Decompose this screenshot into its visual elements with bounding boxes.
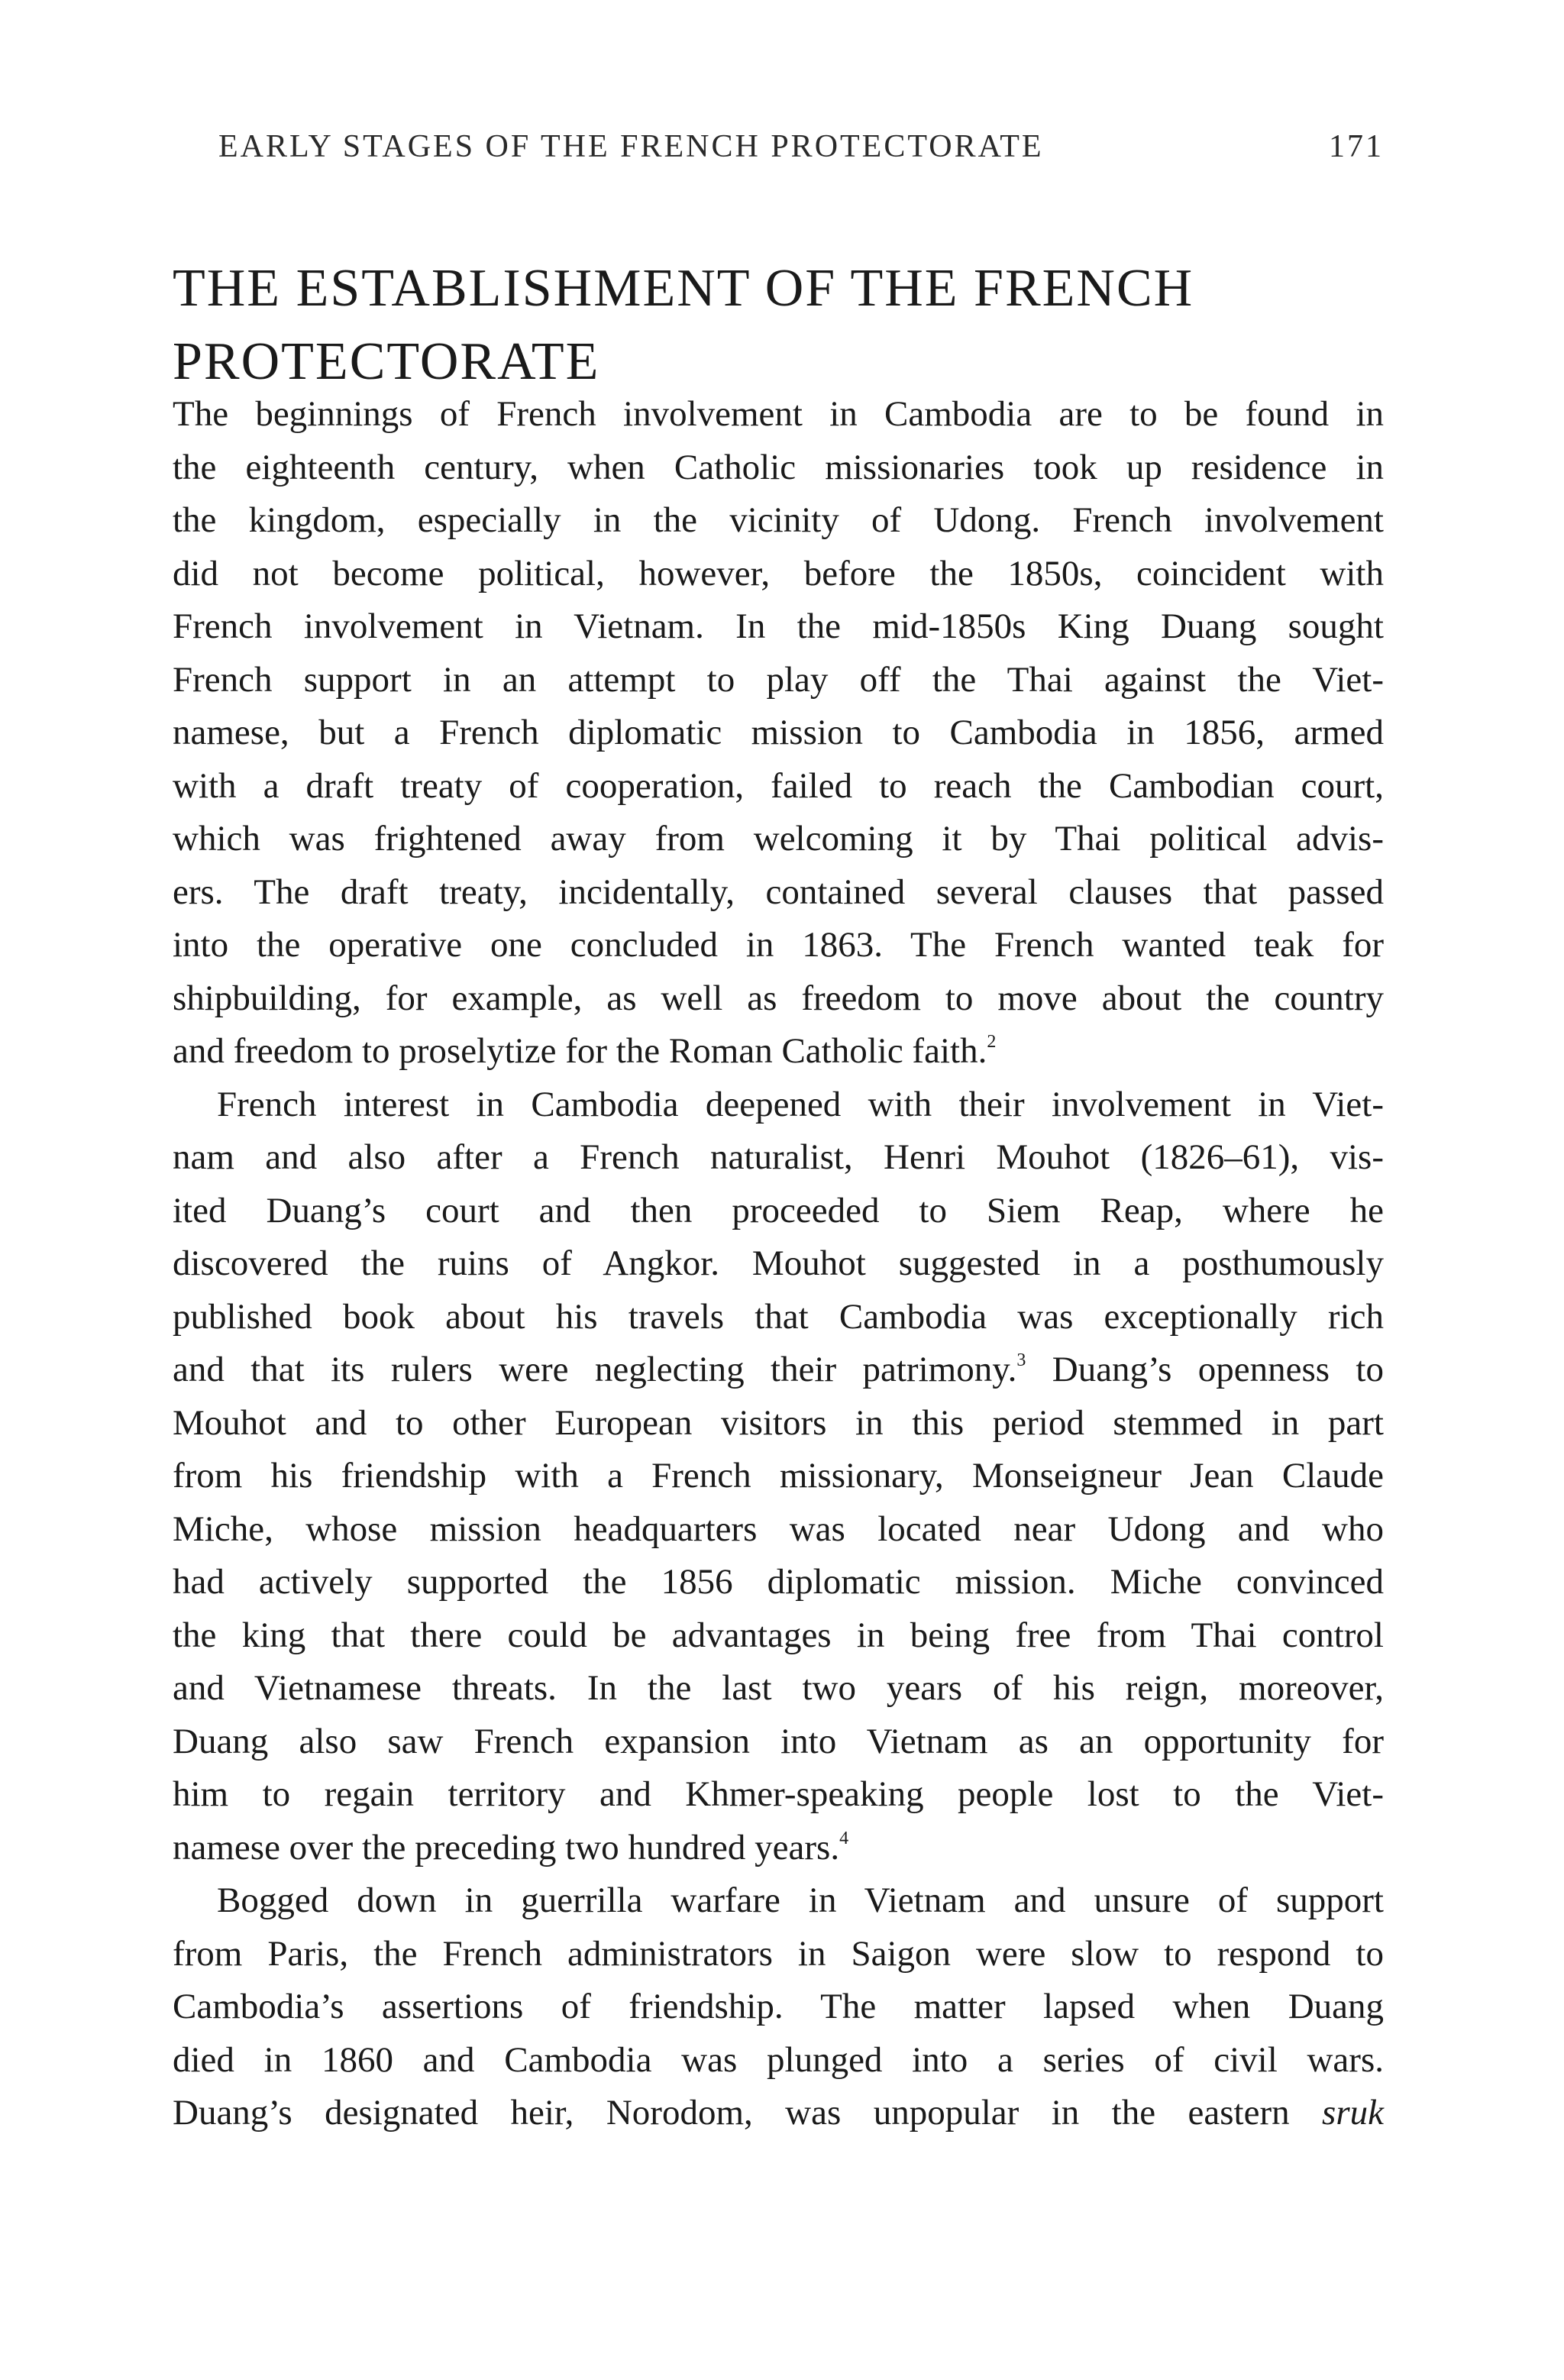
section-heading [173,252,1394,399]
text-line: Mouhot and to other European visitors in this period stemmed in part [173,1402,1384,1443]
text-line: did not become political, however, before the 1850s, coincident with [173,553,1384,593]
text-line: into the operative one concluded in 1863. The French wanted teak for [173,925,1384,965]
text-line: The beginnings of French involvement in Cambodia are to be found in [173,394,1384,434]
running-head [218,128,1384,174]
text-line: with a draft treaty of cooperation, failed to reach the Cambodian court, [173,765,1384,806]
text-line: Duang also saw French expansion into Vietnam as an opportunity for [173,1721,1384,1761]
text-line: namese, but a French diplomatic mission to Cambodia in 1856, armed [173,713,1384,752]
italic-term-sruk: sruk [1322,2093,1384,2133]
text-line: from his friendship with a French missionary, Monseigneur Jean Claude [173,1456,1384,1496]
running-head-title: EARLY STAGES OF THE FRENCH PROTECTORATE [218,129,1044,164]
paragraph-1 [173,388,1384,1078]
text-run: and freedom to proselytize for the Roman Catholic faith. [173,1031,987,1071]
text-line: the kingdom, especially in the vicinity of Udong. French involvement [173,500,1384,540]
text-line: the eighteenth century, when Catholic missionaries took up residence in [173,447,1384,487]
text-line: Miche, whose mission headquarters was located near Udong and who [173,1509,1384,1549]
section-heading-line-2: PROTECTORATE [173,332,600,391]
text-line [173,1822,1384,1875]
text-line [173,1344,1384,1397]
section-heading-line-1: THE ESTABLISHMENT OF THE FRENCH [173,259,1194,318]
text-line: ited Duang’s court and then proceeded to Siem Reap, where he [173,1190,1384,1230]
text-line: died in 1860 and Cambodia was plunged into a series of civil wars. [173,2039,1384,2080]
text-line: French support in an attempt to play off the Thai against the Viet- [173,659,1384,700]
text-run: Duang’s designated heir, Norodom, was unpopular in the eastern [173,2093,1323,2133]
text-line: the king that there could be advantages in being free from Thai control [173,1615,1384,1655]
text-line: him to regain territory and Khmer-speaking people lost to the Viet- [173,1774,1384,1814]
text-line: discovered the ruins of Angkor. Mouhot suggested in a posthumously [173,1243,1384,1283]
text-line [173,1025,1384,1078]
text-line: French involvement in Vietnam. In the mid-1850s King Duang sought [173,606,1384,646]
body-text [173,388,1384,2140]
text-line: which was frightened away from welcoming it by Thai political advis- [173,819,1384,859]
text-line: from Paris, the French administrators in Saigon were slow to respond to [173,1933,1384,1974]
footnote-ref-3[interactable]: 3 [1016,1350,1026,1370]
text-line: and Vietnamese threats. In the last two years of his reign, moreover, [173,1668,1384,1708]
paragraph-3 [173,1874,1384,2140]
text-run: and that its rulers were neglecting their patrimony. [173,1350,1017,1389]
text-line: had actively supported the 1856 diplomatic mission. Miche convinced [173,1562,1384,1602]
text-run: Duang’s openness to [1026,1350,1384,1389]
text-line: published book about his travels that Cambodia was exceptionally rich [173,1296,1384,1337]
text-line: shipbuilding, for example, as well as freedom to move about the country [173,978,1384,1018]
page-number: 171 [1329,129,1384,164]
text-line [173,2087,1384,2140]
text-run: namese over the preceding two hundred years. [173,1827,840,1867]
footnote-ref-4[interactable]: 4 [839,1828,849,1848]
footnote-ref-2[interactable]: 2 [987,1032,997,1052]
text-line: Bogged down in guerrilla warfare in Vietnam and unsure of support [217,1880,1384,1920]
paragraph-2 [173,1078,1384,1875]
text-line: nam and also after a French naturalist, Henri Mouhot (1826–61), vis- [173,1137,1384,1177]
text-line: ers. The draft treaty, incidentally, contained several clauses that passed [173,871,1384,912]
text-line: French interest in Cambodia deepened with their involvement in Viet- [217,1084,1384,1124]
text-line: Cambodia’s assertions of friendship. The matter lapsed when Duang [173,1987,1384,2026]
